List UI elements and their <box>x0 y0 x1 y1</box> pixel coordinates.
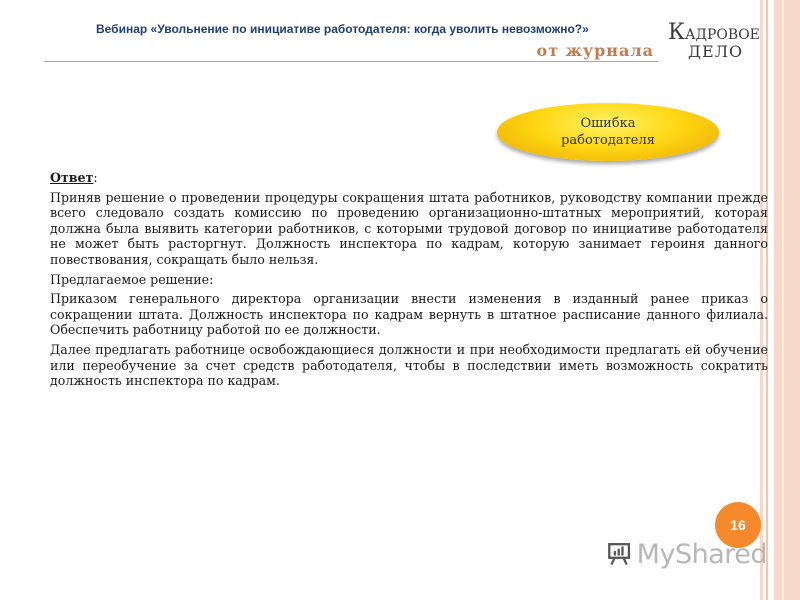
paragraph-further: Далее предлагать работнице освобождающиеся должности и при необходимости предлагать ей обучение или переобучение за счет средств работодателя, чтобы в последствии иметь возможность сократить должность инспектора по кадрам. <box>50 341 768 389</box>
myshared-watermark <box>607 536 767 572</box>
callout-text: Ошибка работодателя <box>561 116 655 148</box>
slide-body <box>50 170 768 393</box>
logo-word-delo: ДЕЛО <box>688 42 744 61</box>
paragraph-solution: Приказом генерального директора организации внести изменения в изданный ранее приказ о сокращении штата. Должность инспектора по кадрам вернуть в штатное расписание данного филиала. Обеспечить работницу работой по ее должности. <box>50 291 768 338</box>
watermark-text: MyShared <box>636 538 767 570</box>
webinar-title: Вебинар «Увольнение по инициативе работодателя: когда уволить невозможно?» <box>96 22 589 36</box>
answer-colon: : <box>93 170 98 185</box>
proposed-solution-label: Предлагаемое решение: <box>50 271 214 287</box>
header-subtitle: от журнала <box>536 41 654 60</box>
employer-error-callout <box>497 103 719 161</box>
presentation-board-icon <box>607 538 633 570</box>
logo-initial: К <box>668 20 686 45</box>
answer-label: Ответ <box>50 170 94 185</box>
kadrovoe-delo-logo <box>668 20 760 62</box>
answer-heading <box>50 170 768 186</box>
logo-word-rest: АДРОВОЕ <box>685 27 760 43</box>
header-divider <box>44 61 658 62</box>
paragraph-answer: Приняв решение о проведении процедуры сокращения штата работников, руководству компании прежде всего следовало создать комиссию по проведению организационно-штатных мероприятий, которая должна была выявить категории работников, с которыми трудовой договор по инициативе работодателя не может быть расторгнут. Должность инспектора по кадрам, которую занимает героиня данного повествования, сокращать было нельзя. <box>50 189 768 267</box>
page-number-badge: 16 <box>715 502 761 548</box>
